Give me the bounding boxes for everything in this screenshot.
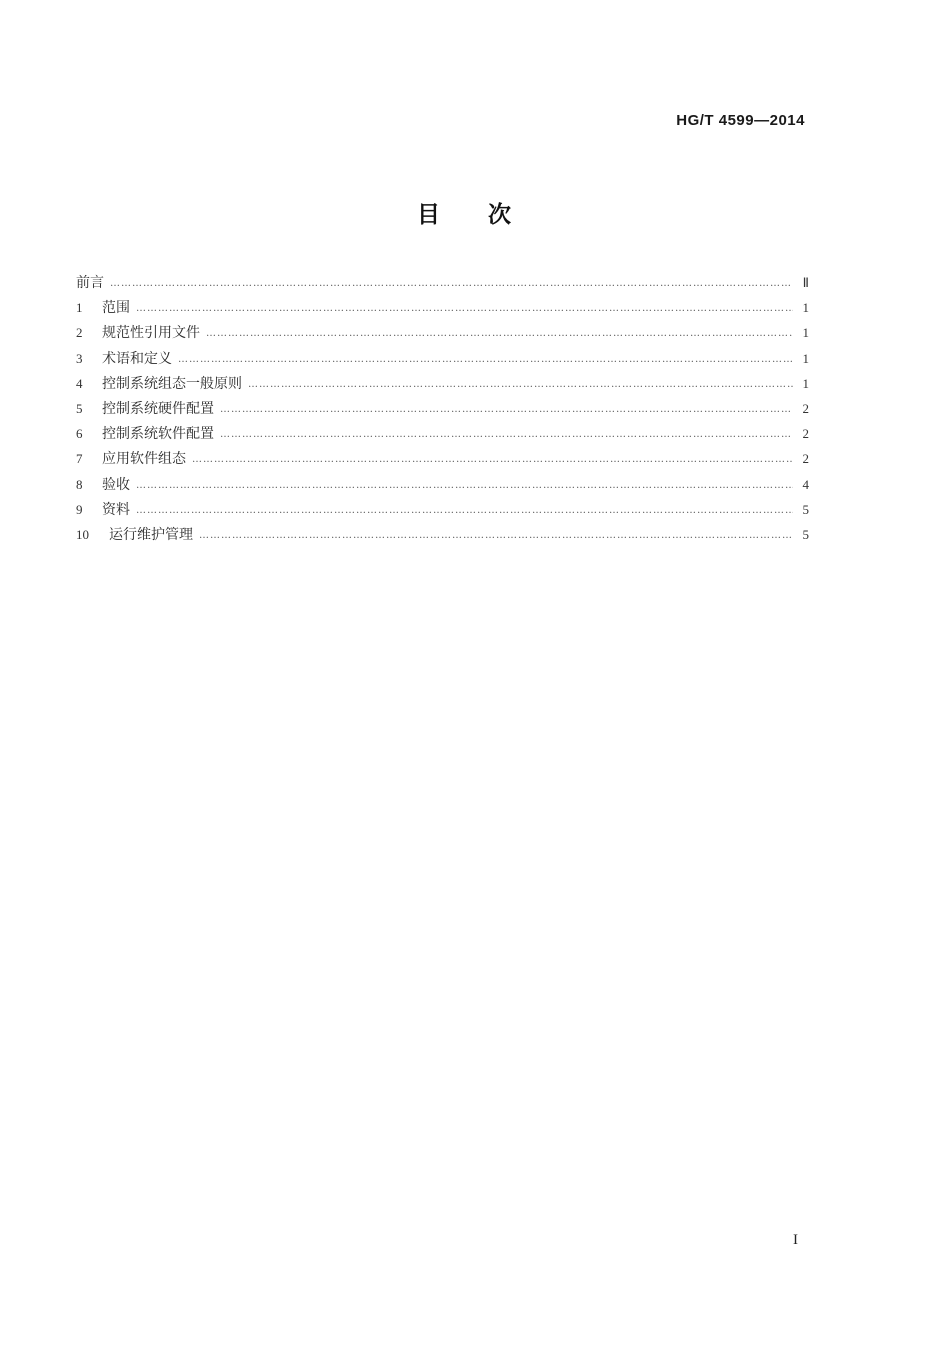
toc-entry-page: 4 [802, 476, 809, 492]
toc-entry-label: 运行维护管理 [109, 526, 193, 543]
toc-entry-page: 1 [802, 350, 809, 366]
toc-dot-leader [220, 404, 793, 415]
toc-entry-1[interactable] [76, 297, 809, 322]
toc-dot-leader [220, 429, 793, 440]
toc-entry-label: 资料 [102, 501, 130, 518]
toc-entry-page: 5 [802, 526, 809, 542]
toc-entry-number: 8 [76, 476, 83, 492]
toc-entry-page: 2 [802, 400, 809, 416]
toc-dot-leader [248, 379, 793, 390]
toc-entry-label: 控制系统组态一般原则 [102, 375, 242, 392]
toc-dot-leader [110, 278, 793, 289]
toc-entry-foreword[interactable] [76, 272, 809, 297]
toc-entry-2[interactable] [76, 322, 809, 347]
toc-title: 目次 [417, 202, 559, 228]
toc-entry-page: 1 [802, 300, 809, 316]
toc-entry-5[interactable] [76, 398, 809, 423]
toc-entry-8[interactable] [76, 474, 809, 499]
toc-entry-number: 10 [76, 526, 89, 542]
toc-entry-page: 2 [802, 426, 809, 442]
toc-entry-label: 应用软件组态 [102, 451, 186, 468]
standard-number: HG/T 4599—2014 [676, 112, 805, 129]
toc-entry-page: 1 [802, 375, 809, 391]
toc-dot-leader [178, 354, 793, 365]
toc-entry-label: 控制系统硬件配置 [102, 400, 214, 417]
toc-dot-leader [199, 530, 793, 541]
toc-dot-leader [192, 454, 793, 465]
toc-entry-label: 前言 [76, 275, 104, 291]
toc-entry-number: 5 [76, 400, 83, 416]
toc-dot-leader [206, 328, 793, 339]
toc-entry-page: 1 [802, 325, 809, 341]
toc-entry-10[interactable] [76, 524, 809, 549]
toc-entry-number: 2 [76, 325, 83, 341]
toc-entry-label: 规范性引用文件 [102, 325, 200, 342]
page-folio: I [793, 1232, 798, 1248]
toc-entry-page: 2 [802, 451, 809, 467]
toc-entry-number: 6 [76, 426, 83, 442]
toc-entry-page: 5 [802, 501, 809, 517]
toc-dot-leader [136, 303, 793, 314]
toc-entry-6[interactable] [76, 423, 809, 448]
toc-dot-leader [136, 505, 793, 516]
toc-entry-label: 验收 [102, 476, 130, 493]
toc-entry-number: 3 [76, 350, 83, 366]
toc-entry-label: 控制系统软件配置 [102, 426, 214, 443]
toc-entry-3[interactable] [76, 348, 809, 373]
toc-entry-page: Ⅱ [802, 275, 809, 290]
table-of-contents [76, 272, 809, 549]
toc-entry-label: 范围 [102, 300, 130, 317]
toc-entry-number: 7 [76, 451, 83, 467]
toc-entry-number: 9 [76, 501, 83, 517]
toc-entry-label: 术语和定义 [102, 350, 172, 367]
toc-entry-7[interactable] [76, 448, 809, 473]
toc-dot-leader [136, 480, 793, 491]
toc-entry-4[interactable] [76, 373, 809, 398]
toc-entry-9[interactable] [76, 499, 809, 524]
toc-entry-number: 1 [76, 300, 83, 316]
toc-entry-number: 4 [76, 375, 83, 391]
